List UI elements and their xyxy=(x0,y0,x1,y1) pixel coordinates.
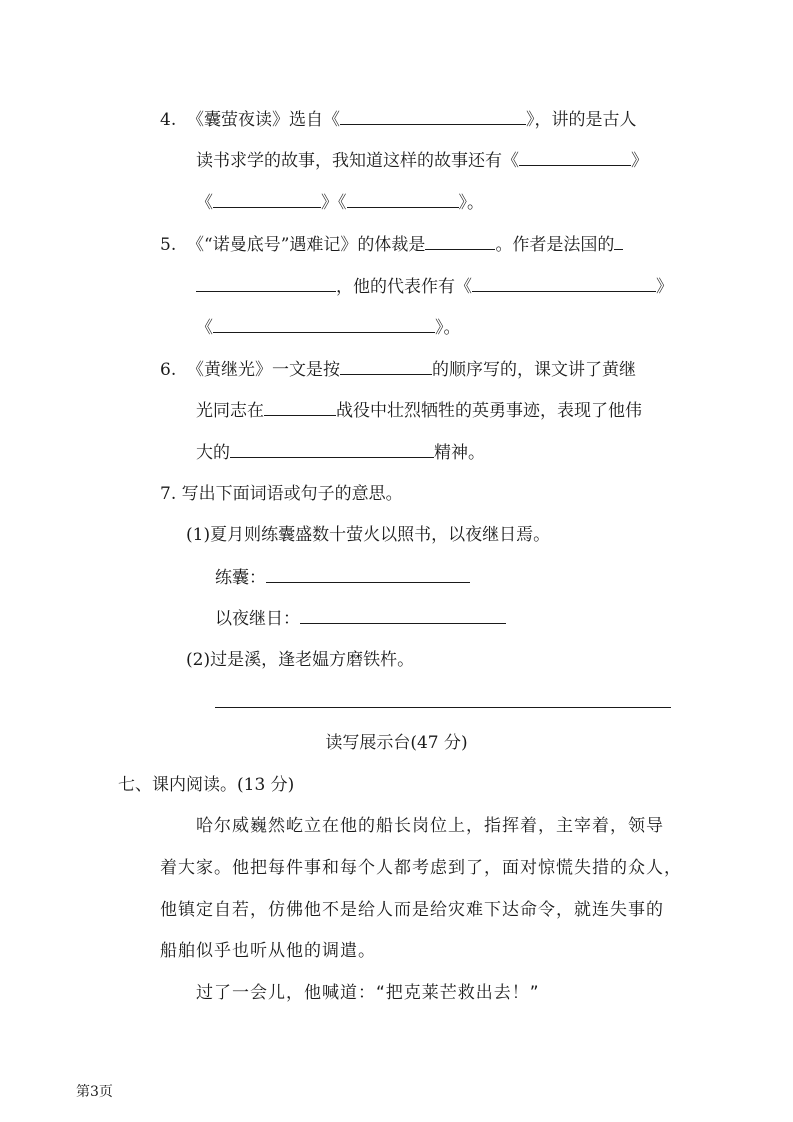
q7-term2: 以夜继日： xyxy=(215,609,300,629)
q6-line-1 xyxy=(160,357,636,381)
q5-text: 《 xyxy=(196,318,213,338)
q5-text: 》。 xyxy=(435,318,461,338)
q4-blank-story-2[interactable] xyxy=(213,190,321,208)
page-number: 第3页 xyxy=(76,1084,113,1100)
q6-text: 《黄继光》一文是按 xyxy=(187,360,341,380)
q5-line-3 xyxy=(196,315,461,339)
q4-text: 《囊萤夜读》选自《 xyxy=(187,110,341,130)
q6-blank-battle[interactable] xyxy=(264,398,336,416)
q5-text: 。作者是法国的 xyxy=(495,235,615,255)
q7-term2-row xyxy=(215,606,506,630)
part7-title: 七、课内阅读。(13 分) xyxy=(118,775,295,795)
q4-line-3 xyxy=(196,190,484,214)
q5-text: ，他的代表作有《 xyxy=(336,277,472,297)
q6-text: 大的 xyxy=(196,443,230,463)
q5-line-1 xyxy=(160,232,623,256)
q6-text: 的顺序写的，课文讲了黄继 xyxy=(432,360,637,380)
q7-sub2: (2)过是溪，逢老媪方磨铁杵。 xyxy=(186,650,415,670)
q4-text: 》。 xyxy=(458,193,484,213)
q7-term1: 练囊： xyxy=(215,568,266,588)
q5-text: 》 xyxy=(656,277,673,297)
q4-blank-story-3[interactable] xyxy=(347,190,459,208)
passage-line: 着大家。他把每件事和每个人都考虑到了，面对惊慌失措的众人， xyxy=(160,858,682,878)
q6-text: 战役中壮烈牺牲的英勇事迹，表现了他伟 xyxy=(336,401,642,421)
passage-line: 船舶似乎也听从他的调遣。 xyxy=(160,941,376,961)
q7-sub1: (1)夏月则练囊盛数十萤火以照书，以夜继日焉。 xyxy=(186,525,551,545)
q5-text: 《“诺曼底号”遇难记》的体裁是 xyxy=(187,235,426,255)
q6-blank-spirit[interactable] xyxy=(230,440,434,458)
q4-text: 》 xyxy=(631,151,648,171)
q4-line-1 xyxy=(160,107,637,131)
q7-blank-term2[interactable] xyxy=(300,606,506,624)
q4-blank-story-1[interactable] xyxy=(519,148,631,166)
q5-number: 5. xyxy=(160,235,177,255)
q5-blank-work-2[interactable] xyxy=(213,315,435,333)
q5-line-2 xyxy=(196,274,673,298)
q4-blank-source-book[interactable] xyxy=(340,107,526,125)
q5-blank-author-start[interactable] xyxy=(614,232,623,250)
q4-line-2 xyxy=(196,148,648,172)
q6-blank-order[interactable] xyxy=(340,357,432,375)
q6-line-2 xyxy=(196,398,642,422)
q4-text: 《 xyxy=(196,193,213,213)
passage-line: 过了一会儿，他喊道：“把克莱芒救出去！” xyxy=(196,983,540,1003)
q6-line-3 xyxy=(196,440,485,464)
q5-blank-author[interactable] xyxy=(196,274,336,292)
q4-text: 》，讲的是古人 xyxy=(526,110,637,130)
q5-blank-genre[interactable] xyxy=(425,232,495,250)
q5-blank-work-1[interactable] xyxy=(472,274,656,292)
q6-text: 精神。 xyxy=(434,443,485,463)
q7-title: 7. 写出下面词语或句子的意思。 xyxy=(160,484,403,504)
q7-term1-row xyxy=(215,565,470,589)
q4-number: 4. xyxy=(160,110,177,130)
q7-blank-term1[interactable] xyxy=(266,565,470,583)
q7-answer-line[interactable] xyxy=(215,707,671,708)
q4-text: 读书求学的故事，我知道这样的故事还有《 xyxy=(196,151,519,171)
q4-text: 》《 xyxy=(321,193,347,213)
section-title: 读写展示台(47 分) xyxy=(325,733,468,753)
q6-text: 光同志在 xyxy=(196,401,264,421)
passage-line: 哈尔威巍然屹立在他的船长岗位上，指挥着，主宰着，领导 xyxy=(196,816,664,836)
passage-line: 他镇定自若，仿佛他不是给人而是给灾难下达命令，就连失事的 xyxy=(160,900,664,920)
q6-number: 6. xyxy=(160,360,177,380)
